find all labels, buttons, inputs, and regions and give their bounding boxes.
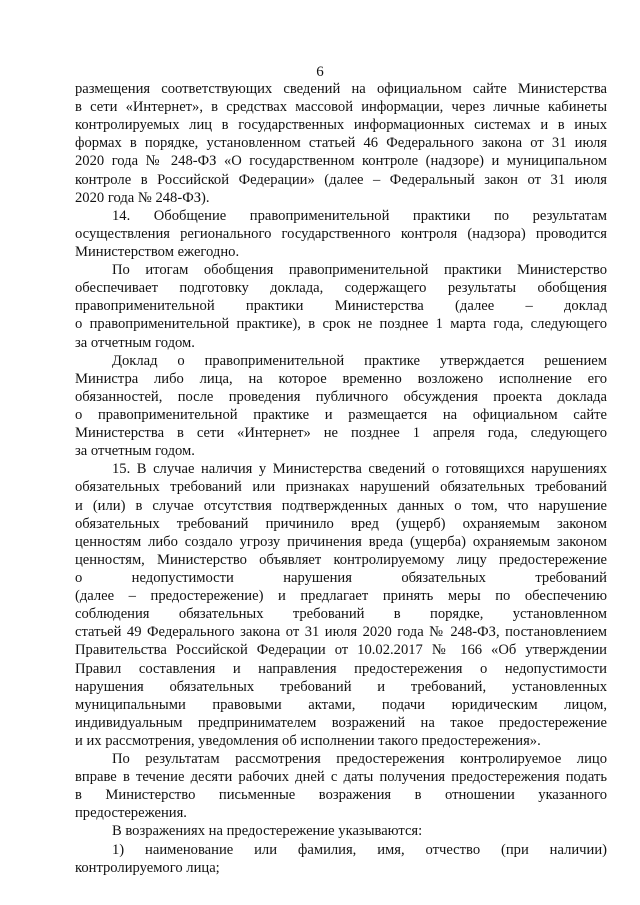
text-line: правоприменительной практики Министерства (далее – доклад bbox=[75, 298, 607, 315]
text-line: обеспечивает подготовку доклада, содержащего результаты обобщения bbox=[75, 280, 607, 297]
text-line: 1) наименование или фамилия, имя, отчество (при наличии) bbox=[112, 841, 607, 858]
text-line: вправе в течение десяти рабочих дней с даты получения предостережения подать bbox=[75, 769, 607, 786]
document-body bbox=[75, 80, 607, 877]
text-line: В возражениях на предостережение указываются: bbox=[112, 823, 423, 840]
text-line: (далее – предостережение) и предлагает принять меры по обеспечению bbox=[75, 588, 607, 605]
text-line: о правоприменительной практике), в срок не позднее 1 марта года, следующего bbox=[75, 316, 607, 333]
text-line: в сети «Интернет», в средствах массовой информации, через личные кабинеты bbox=[75, 99, 607, 116]
text-line: и их рассмотрения, уведомления об исполнении такого предостережения». bbox=[75, 732, 541, 749]
text-line: По итогам обобщения правоприменительной практики Министерство bbox=[112, 262, 607, 279]
text-line: 2020 года № 248-ФЗ). bbox=[75, 189, 210, 206]
text-line: контроле в Российской Федерации» (далее – Федеральный закон от 31 июля bbox=[75, 171, 607, 188]
text-line: обязанностей, после проведения публичного обсуждения проекта доклада bbox=[75, 388, 607, 405]
text-line: Правил составления и направления предостережения о недопустимости bbox=[75, 660, 607, 677]
text-line: размещения соответствующих сведений на официальном сайте Министерства bbox=[75, 81, 607, 97]
text-line: о недопустимости нарушения обязательных требований bbox=[75, 569, 607, 586]
text-line: 15. В случае наличия у Министерства сведений о готовящихся нарушениях bbox=[112, 461, 607, 478]
page-number: 6 bbox=[316, 64, 324, 80]
text-line: формах в порядке, установленном статьей 46 Федерального закона от 31 июля bbox=[75, 135, 607, 152]
text-line: статьей 49 Федерального закона от 31 июля 2020 года № 248-ФЗ, постановлением bbox=[75, 624, 607, 641]
text-line: обязательных требований или признаках нарушений обязательных требований bbox=[75, 479, 607, 496]
text-line: нарушения обязательных требований и требований, установленных bbox=[75, 678, 607, 695]
text-line: о правоприменительной практике и размещается на официальном сайте bbox=[75, 406, 607, 423]
text-line: 14. Обобщение правоприменительной практики по результатам bbox=[112, 207, 607, 224]
text-line: обязательных требований причинило вред (ущерб) охраняемым законом bbox=[75, 515, 607, 532]
text-line: Правительства Российской Федерации от 10.02.2017 № 166 «Об утверждении bbox=[75, 642, 607, 659]
text-line: индивидуальным предпринимателем возражений на такое предостережение bbox=[75, 714, 607, 731]
text-line: осуществления регионального государственного контроля (надзора) проводится bbox=[75, 225, 607, 242]
text-line: Министерства в сети «Интернет» не позднее 1 апреля года, следующего bbox=[75, 425, 607, 442]
text-line: 2020 года № 248-ФЗ «О государственном контроле (надзоре) и муниципальном bbox=[75, 153, 607, 170]
text-line: в Министерство письменные возражения в отношении указанного bbox=[75, 787, 607, 804]
text-line: Доклад о правоприменительной практике утверждается решением bbox=[112, 352, 607, 369]
text-line: муниципальными правовыми актами, подачи юридическим лицом, bbox=[75, 696, 607, 713]
text-line: контролируемых лиц в государственных информационных системах и в иных bbox=[75, 117, 607, 134]
text-line: и (или) в случае отсутствия подтвержденных данных о том, что нарушение bbox=[75, 497, 607, 514]
text-line: за отчетным годом. bbox=[75, 334, 195, 351]
text-line: По результатам рассмотрения предостережения контролируемое лицо bbox=[112, 751, 607, 768]
text-line: контролируемого лица; bbox=[75, 859, 220, 876]
text-line: за отчетным годом. bbox=[75, 443, 195, 460]
text-line: ценностям, Министерство объявляет контролируемому лицу предостережение bbox=[75, 551, 607, 568]
text-line: соблюдения обязательных требований в порядке, установленном bbox=[75, 606, 607, 623]
text-line: предостережения. bbox=[75, 805, 187, 822]
text-line: ценностям либо создало угрозу причинения вреда (ущерба) охраняемым законом bbox=[75, 533, 607, 550]
text-line: Министра либо лица, на которое временно возложено исполнение его bbox=[75, 370, 607, 387]
text-line: Министерством ежегодно. bbox=[75, 243, 240, 260]
